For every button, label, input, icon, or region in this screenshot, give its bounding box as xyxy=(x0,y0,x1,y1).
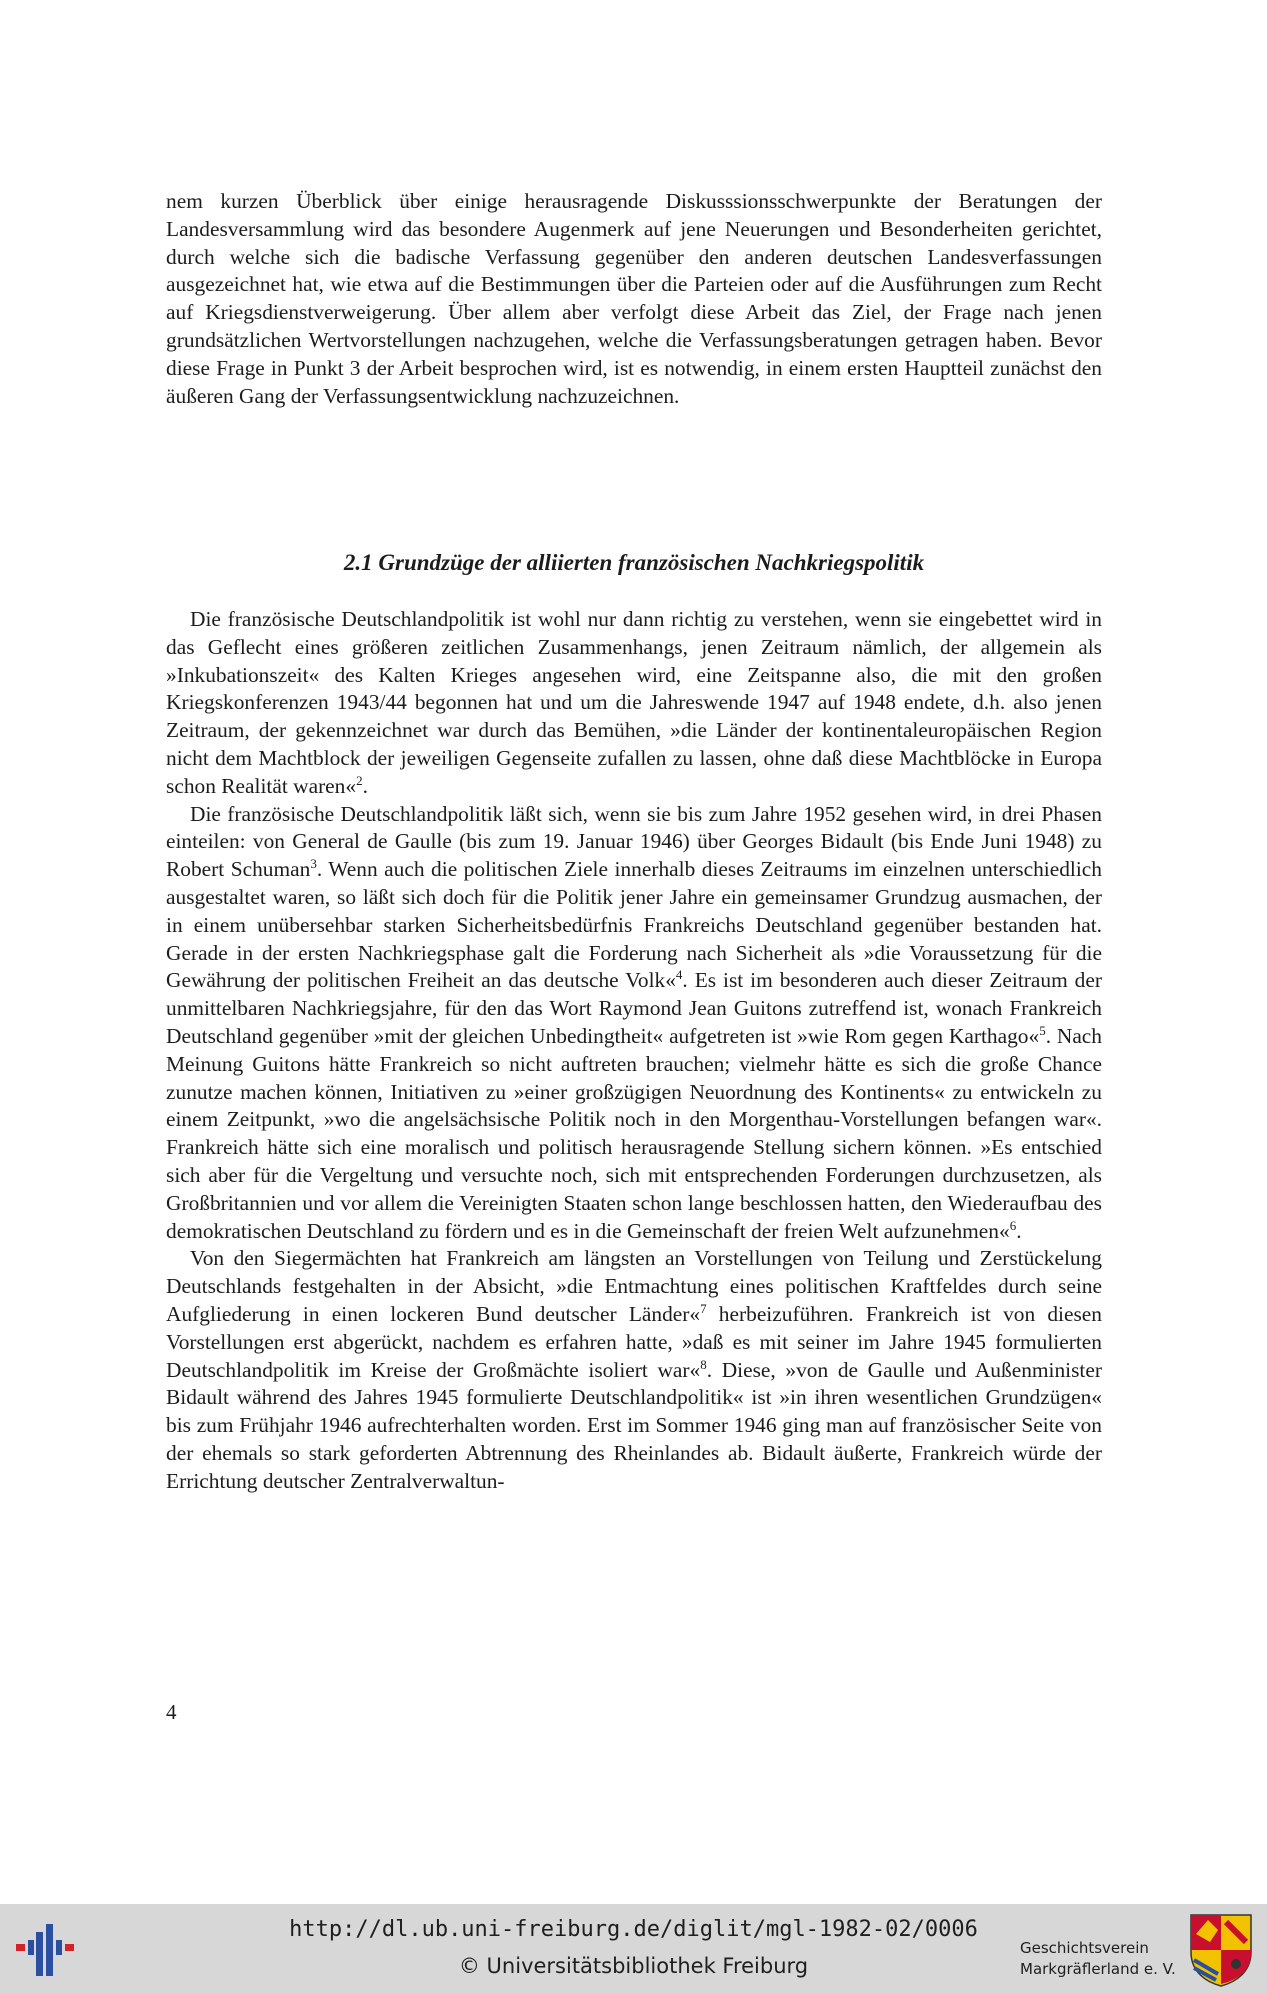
footnote-ref-7[interactable]: 7 xyxy=(700,1300,707,1316)
footer-url-link[interactable]: http://dl.ub.uni-freiburg.de/diglit/mgl-1982-02/0006 xyxy=(289,1917,978,1942)
text-run: herbeizuführen. Frankreich ist von diesen Vorstellungen erst abgerückt, nachdem es erfahren hatte, »daß es mit seiner im Jahre 1945 formulierten Deutschlandpolitik im Kreise der Großmächte isoliert war« xyxy=(166,1301,1103,1382)
page-number: 4 xyxy=(166,1700,177,1724)
body-paragraph-1 xyxy=(166,606,1102,801)
footnote-ref-6[interactable]: 6 xyxy=(1009,1217,1017,1233)
footnote-ref-5[interactable]: 5 xyxy=(1039,1022,1046,1038)
intro-block xyxy=(166,188,1102,410)
text-run: . xyxy=(362,773,368,798)
body-paragraph-2 xyxy=(166,801,1102,1246)
intro-paragraph: nem kurzen Überblick über einige herausragende Diskusssionsschwerpunkte der Beratungen der Landesversammlung wird das besondere Augenmerk auf jene Neuerungen und Besonderheiten gerichtet, durch welche sich die badische Verfassung gegenüber den anderen deutschen Landesverfassungen ausgezeichnet hat, wie etwa auf die Bestimmungen über die Parteien oder auf die Ausführungen zum Recht auf Kriegsdienstverweigerung. Über allem aber verfolgt diese Arbeit das Ziel, der Frage nach jenen grundsätzlichen Wertvorstellungen nachzugehen, welche die Verfassungsberatungen getragen haben. Bevor diese Frage in Punkt 3 der Arbeit besprochen wird, ist es notwendig, in einem ersten Hauptteil zunächst den äußeren Gang der Verfassungsentwicklung nachzuzeichnen. xyxy=(166,189,1102,408)
society-line-2: Markgräflerland e. V. xyxy=(1020,1960,1176,1978)
body-block xyxy=(166,606,1102,1496)
society-name xyxy=(1020,1938,1176,1980)
text-run: Die französische Deutschlandpolitik ist wohl nur dann richtig zu verstehen, wenn sie eingebettet wird in das Geflecht eines größeren zeitlichen Zusammenhangs, jenen Zeitraum nämlich, der allgemein als »Inkubationszeit« des Kalten Krieges angesehen wird, eine Zeitspanne also, die mit den großen Kriegskonferenzen 1943/44 begonnen hat und um die Jahreswende 1947 auf 1948 endete, d.h. also jenen Zeitraum, der gekennzeichnet war durch das Bemühen, »die Länder der kontinentaleuropäischen Region nicht dem Machtblock der jeweiligen Gegenseite zufallen zu lassen, ohne daß diese Machtblöcke in Europa schon Realität waren« xyxy=(166,607,1102,798)
text-run: . Nach Meinung Guitons hätte Frankreich so nicht auftreten brauchen; vielmehr hätte es sich die große Chance zunutze machen können, Initiativen zu »einer großzügigen Neuordnung des Kontinents« zu entwickeln zu einem Zeitpunkt, »wo die angelsächsische Politik noch in den Morgenthau-Vorstellungen befangen war«. Frankreich hätte sich eine moralisch und politisch herausragende Stellung sichern können. »Es entschied sich aber für die Vergeltung und versuchte noch, sich mit entsprechenden Forderungen durchzusetzen, als Großbritannien und vor allem die Vereinigten Staaten schon lange beschlossen hatten, den Wiederaufbau des demokratischen Deutschland zu fördern und es in die Gemeinschaft der freien Welt aufzunehmen« xyxy=(166,1023,1102,1243)
text-run: . xyxy=(1016,1218,1022,1243)
text-run: . Diese, »von de Gaulle und Außenminister Bidault während des Jahres 1945 formulierte Deutschlandpolitik« ist »in ihren wesentlichen Grundzügen« bis zum Frühjahr 1946 aufrechterhalten worden. Erst im Sommer 1946 ging man auf französischer Seite von der ehemals so stark geforderten Abtrennung des Rheinlandes ab. Bidault äußerte, Frankreich würde der Errichtung deutscher Zentralverwaltun- xyxy=(166,1357,1102,1493)
coat-of-arms-icon[interactable] xyxy=(1188,1912,1254,1988)
text-run: Von den Siegermächten hat Frankreich am längsten an Vorstellungen von Teilung und Zerstückelung Deutschlands festgehalten in der Absicht, »die Entmachtung eines politischen Kraftfeldes durch seine Aufgliederung in einen lockeren Bund deutscher Länder« xyxy=(166,1246,1102,1326)
footnote-ref-3[interactable]: 3 xyxy=(310,856,317,872)
footnote-ref-2[interactable]: 2 xyxy=(356,772,363,788)
text-run: Die französische Deutschlandpolitik läßt sich, wenn sie bis zum Jahre 1952 gesehen wird, in drei Phasen einteilen: von General de Gaulle (bis zum 19. Januar 1946) über Georges Bidault (bis Ende Juni 1948) zu Robert Schuman xyxy=(166,801,1102,882)
footer-bar xyxy=(0,1904,1267,1994)
body-paragraph-3 xyxy=(166,1245,1102,1495)
footer-copyright: © Universitätsbibliothek Freiburg xyxy=(458,1954,809,1978)
society-line-1: Geschichtsverein xyxy=(1020,1939,1149,1957)
text-run: . Wenn auch die politischen Ziele innerhalb dieses Zeitraums im einzelnen unterschiedlich ausgestaltet waren, so läßt sich doch für die Politik jener Jahre ein gemeinsamer Grundzug ausmachen, der in einem unübersehbar starken Sicherheitsbedürfnis Frankreichs Deutschland gegenüber bestanden hat. Gerade in der ersten Nachkriegsphase galt die Forderung nach Sicherheit als »die Voraussetzung für die Gewährung der politischen Freiheit an das deutsche Volk« xyxy=(166,857,1102,993)
footnote-ref-8[interactable]: 8 xyxy=(700,1356,707,1372)
section-heading: 2.1 Grundzüge der alliierten französischen Nachkriegspolitik xyxy=(343,550,925,575)
footnote-ref-4[interactable]: 4 xyxy=(675,967,683,983)
text-run: . Es ist im besonderen auch dieser Zeitraum der unmittelbaren Nachkriegsjahre, für den das Wort Raymond Jean Guitons zutreffend ist, wonach Frankreich Deutschland gegenüber »mit der gleichen Unbedingtheit« aufgetreten ist »wie Rom gegen Karthago« xyxy=(166,968,1102,1048)
